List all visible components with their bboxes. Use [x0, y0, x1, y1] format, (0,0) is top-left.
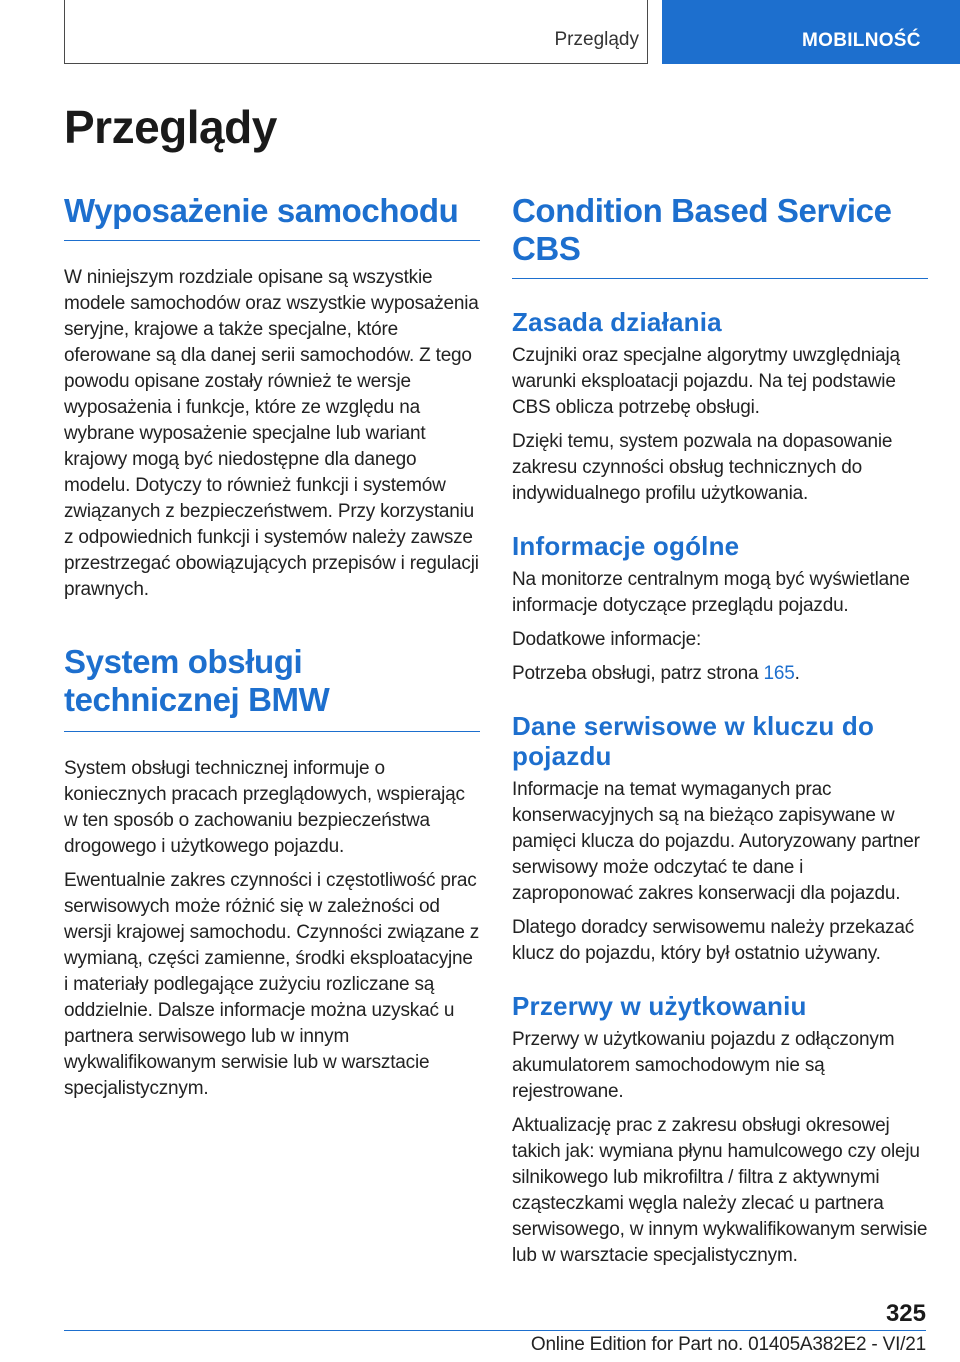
subheading-principle: Zasada działania [512, 307, 722, 337]
section-heading-bmw-service: System obsługi technicznej BMW [64, 643, 480, 732]
footer-divider [64, 1330, 926, 1331]
section-heading-equipment: Wyposażenie samochodu [64, 192, 480, 241]
paragraph-general-1: Na monitorze centralnym mogą być wyświetlane informacje dotyczące przeglądu pojazdu. [512, 569, 910, 616]
paragraph-key-data-2: Dlatego doradcy serwisowemu należy przekazać klucz do pojazdu, który był ostatnio używany. [512, 917, 915, 964]
paragraph-key-data-1: Informacje na temat wymaganych prac konserwacyjnych są na bieżąco zapisywane w pamięci klucza do pojazdu. Autoryzowany partner serwisowy może odczytać te dane i zaproponować zakres konserwacji dla pojazdu. [512, 779, 920, 904]
header-section-title: Przeglądy [554, 29, 639, 50]
paragraph-general-3 [512, 661, 928, 687]
paragraph-principle-2: Dzięki temu, system pozwala na dopasowanie zakresu czynności obsług technicznych do indywidualnego profilu użytkowania. [512, 431, 893, 504]
subheading-key-data: Dane serwisowe w kluczu do pojazdu [512, 711, 875, 771]
left-column [64, 192, 480, 1102]
header-section-box [64, 0, 648, 64]
service-reference-end: . [794, 663, 800, 684]
paragraph-service-2: Ewentualnie zakres czynności i częstotliwość prac serwisowych może różnić się w zależności od wersji krajowej samochodu. Czynności związane z wymianą, części zamienne, środki eksploatacyjne i materiały podlegające zużyciu rozliczane są oddzielnie. Dalsze informacje można uzyskać u partnera serwisowego lub w innym wykwalifikowanym serwisie lub w warsztacie specjalistycznym. [64, 870, 480, 1099]
right-column [512, 192, 928, 1269]
paragraph-breaks-1: Przerwy w użytkowaniu pojazdu z odłączonym akumulatorem samochodowym nie są rejestrowane. [512, 1029, 895, 1102]
service-reference-text: Potrzeba obsługi, patrz strona [512, 663, 764, 684]
subheading-usage-breaks: Przerwy w użytkowaniu [512, 991, 807, 1021]
paragraph-breaks-2: Aktualizację prac z zakresu obsługi okresowej takich jak: wymiana płynu hamulcowego czy oleju silnikowego lub mikrofiltra / filtra z aktywnymi cząsteczkami węgla należy zlecać u partnera serwisowego, w innym wykwalifikowanym serwisie lub w warsztacie specjalistycznym. [512, 1115, 928, 1266]
section-heading-cbs: Condition Based Service CBS [512, 192, 928, 279]
paragraph-service-1: System obsługi technicznej informuje o koniecznych pracach przeglądowych, wspierając w ten sposób o zachowaniu bezpieczeństwa drogowego i użytkowego pojazdu. [64, 758, 465, 857]
page-reference-link[interactable]: 165 [763, 663, 795, 684]
paragraph-principle-1: Czujniki oraz specjalne algorytmy uwzględniają warunki eksploatacji pojazdu. Na tej podstawie CBS oblicza potrzebę obsługi. [512, 345, 900, 418]
page-title: Przeglądy [64, 101, 277, 153]
paragraph-general-2: Dodatkowe informacje: [512, 629, 702, 650]
header-chapter-tab[interactable]: MOBILNOŚĆ [662, 0, 960, 64]
page-number: 325 [885, 1300, 926, 1327]
paragraph-equipment: W niniejszym rozdziale opisane są wszystkie modele samochodów oraz wszystkie wyposażenia seryjne, krajowe a także specjalne, które oferowane są dla danej serii samochodów. Z tego powodu opisane zostały również te wersje wyposażenia i funkcje, które ze względu na wybrane wyposażenie specjalne lub wariant krajowy mogą być niedostępne dla danego modelu. Dotyczy to również funkcji i systemów związanych z bezpieczeństwem. Przy korzystaniu z odpowiednich funkcji i systemów należy zawsze przestrzegać obowiązujących przepisów i regulacji prawnych. [64, 267, 479, 600]
subheading-general-info: Informacje ogólne [512, 531, 740, 561]
edition-footer: Online Edition for Part no. 01405A382E2 - VI/21 [530, 1334, 926, 1355]
